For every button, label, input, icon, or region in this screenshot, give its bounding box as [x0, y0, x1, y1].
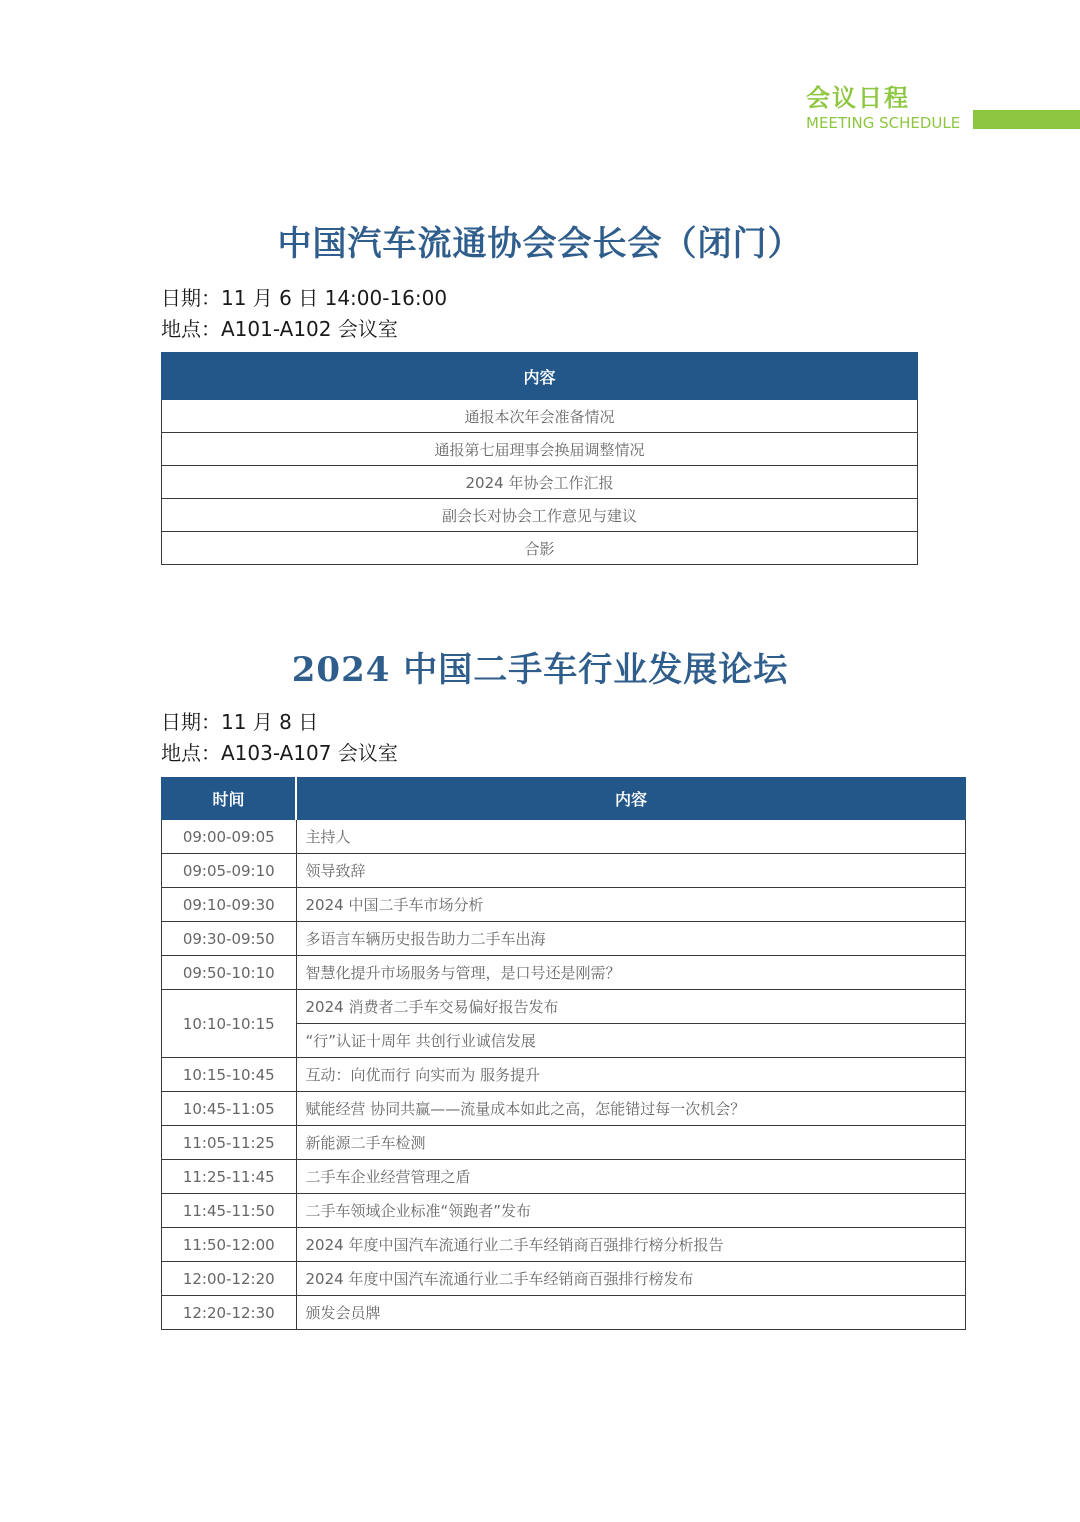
meeting1-date-line: [161, 283, 447, 314]
time-cell: 09:30-09:50: [162, 922, 297, 956]
meeting2-date-line: [161, 707, 398, 738]
agenda-item: 通报本次年会准备情况: [162, 400, 918, 433]
meeting2-meta: [161, 707, 398, 769]
table-row: [162, 990, 966, 1024]
agenda-item: 2024 年协会工作汇报: [162, 466, 918, 499]
meeting1-meta: [161, 283, 447, 345]
col-time-header: 时间: [162, 778, 297, 820]
time-cell: 09:00-09:05: [162, 820, 297, 854]
table-row: [162, 433, 918, 466]
content-cell: 领导致辞: [296, 854, 966, 888]
table-row: [162, 1228, 966, 1262]
content-cell: 2024 年度中国汽车流通行业二手车经销商百强排行榜分析报告: [296, 1228, 966, 1262]
meeting1-place-label: 地点：: [161, 317, 221, 341]
header-accent-bar: [973, 110, 1080, 129]
meeting2-date-label: 日期：: [161, 710, 221, 734]
content-cell: 2024 消费者二手车交易偏好报告发布: [296, 990, 966, 1024]
agenda-item: 合影: [162, 532, 918, 565]
content-cell: 二手车企业经营管理之盾: [296, 1160, 966, 1194]
table-row: [162, 532, 918, 565]
table-row: [162, 1058, 966, 1092]
header-title-en: MEETING SCHEDULE: [806, 114, 961, 132]
table-row: [162, 400, 918, 433]
time-cell: 09:50-10:10: [162, 956, 297, 990]
meeting1-date-label: 日期：: [161, 286, 221, 310]
content-cell: 互动：向优而行 向实而为 服务提升: [296, 1058, 966, 1092]
table-row: [162, 1160, 966, 1194]
content-cell: 赋能经营 协同共赢——流量成本如此之高，怎能错过每一次机会？: [296, 1092, 966, 1126]
table-row: [162, 1194, 966, 1228]
table-row: [162, 466, 918, 499]
table-row: [162, 854, 966, 888]
table-row: [162, 1092, 966, 1126]
time-cell: 09:10-09:30: [162, 888, 297, 922]
table-row: [162, 956, 966, 990]
table-row: [162, 1126, 966, 1160]
meeting1-agenda-table: [161, 352, 918, 565]
col-content-header: 内容: [296, 778, 966, 820]
content-cell: 多语言车辆历史报告助力二手车出海: [296, 922, 966, 956]
table-row: [162, 1296, 966, 1330]
header-title-cn: 会议日程: [806, 84, 910, 112]
meeting2-title: 2024 中国二手车行业发展论坛: [291, 650, 789, 690]
meeting2-place-label: 地点：: [161, 741, 221, 765]
time-cell: 11:50-12:00: [162, 1228, 297, 1262]
content-cell: 新能源二手车检测: [296, 1126, 966, 1160]
meeting2-place-line: [161, 738, 398, 769]
table-row: [162, 1262, 966, 1296]
meeting1-place: A101-A102 会议室: [221, 317, 398, 341]
time-cell: 11:45-11:50: [162, 1194, 297, 1228]
content-cell: 智慧化提升市场服务与管理，是口号还是刚需？: [296, 956, 966, 990]
content-cell: 主持人: [296, 820, 966, 854]
meeting2-place: A103-A107 会议室: [221, 741, 398, 765]
content-cell: 二手车领域企业标准“领跑者”发布: [296, 1194, 966, 1228]
meeting1-title: 中国汽车流通协会会长会（闭门）: [277, 224, 803, 264]
time-cell: 11:05-11:25: [162, 1126, 297, 1160]
table-row: [162, 922, 966, 956]
table-row: [162, 888, 966, 922]
time-cell: 12:00-12:20: [162, 1262, 297, 1296]
time-cell: 10:10-10:15: [162, 990, 297, 1058]
meeting2-agenda-table: [161, 777, 966, 1330]
time-cell: 10:45-11:05: [162, 1092, 297, 1126]
time-cell: 09:05-09:10: [162, 854, 297, 888]
table-row: [162, 820, 966, 854]
time-cell: 11:25-11:45: [162, 1160, 297, 1194]
content-cell: 颁发会员牌: [296, 1296, 966, 1330]
meeting1-col-content: 内容: [162, 353, 918, 400]
content-cell: 2024 中国二手车市场分析: [296, 888, 966, 922]
table-row: [162, 499, 918, 532]
time-cell: 10:15-10:45: [162, 1058, 297, 1092]
agenda-item: 通报第七届理事会换届调整情况: [162, 433, 918, 466]
meeting2-date: 11 月 8 日: [221, 710, 319, 734]
meeting1-date: 11 月 6 日 14:00-16:00: [221, 286, 448, 310]
content-cell: “行”认证十周年 共创行业诚信发展: [296, 1024, 966, 1058]
section-header: [806, 84, 960, 132]
agenda-item: 副会长对协会工作意见与建议: [162, 499, 918, 532]
meeting1-place-line: [161, 314, 447, 345]
time-cell: 12:20-12:30: [162, 1296, 297, 1330]
content-cell: 2024 年度中国汽车流通行业二手车经销商百强排行榜发布: [296, 1262, 966, 1296]
